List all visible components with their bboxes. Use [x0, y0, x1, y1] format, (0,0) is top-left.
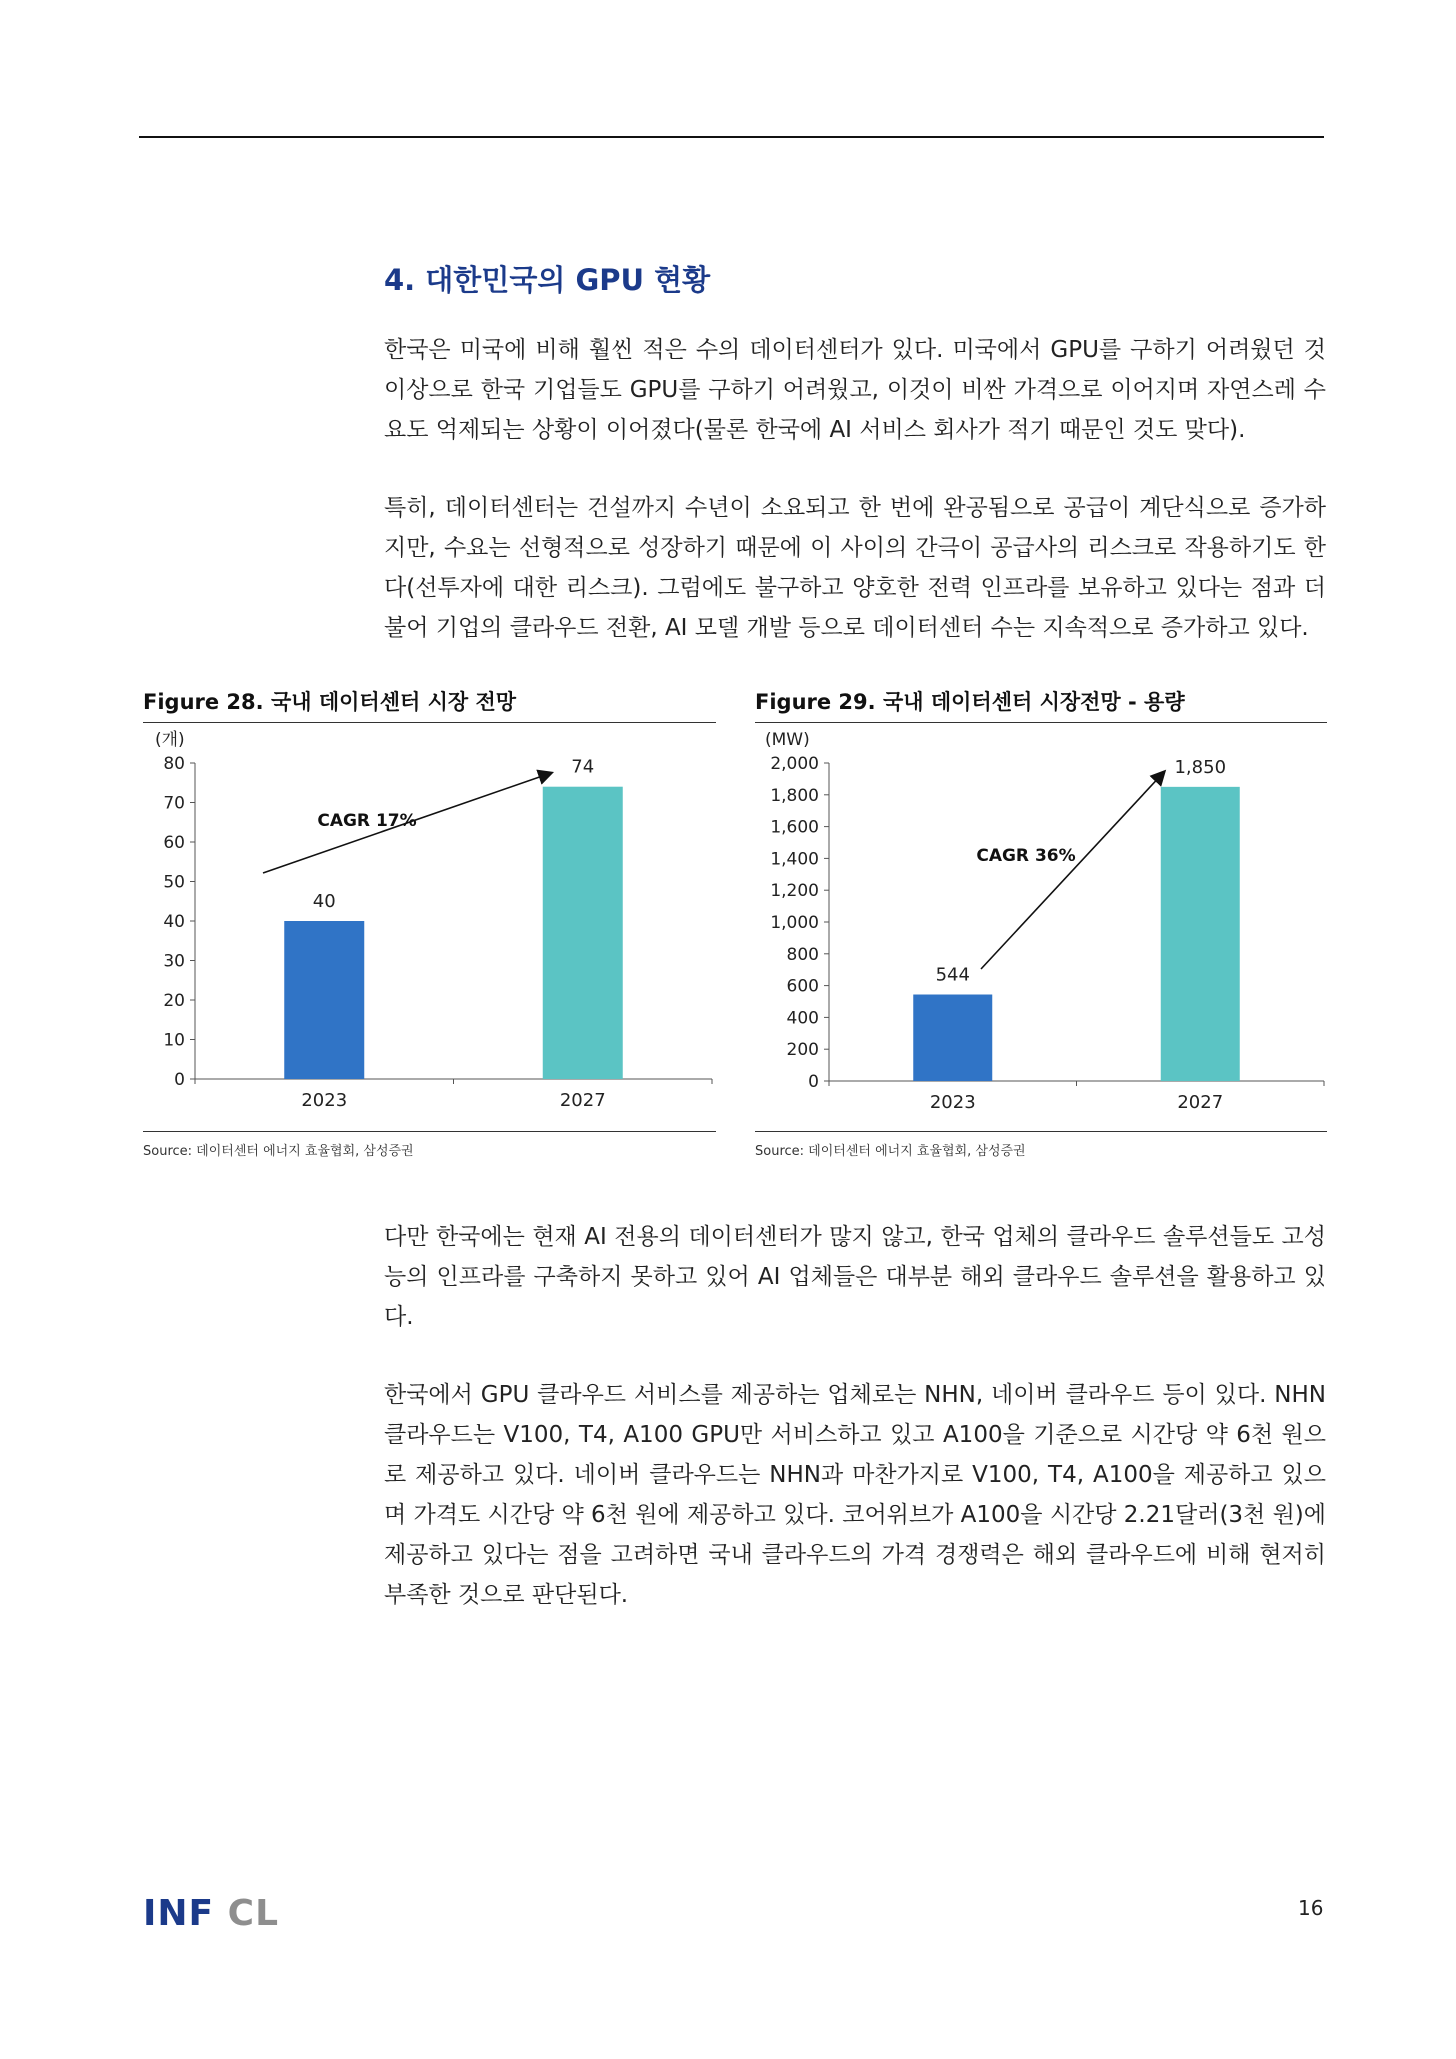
bar-2027	[543, 787, 623, 1079]
y-tick-label: 50	[163, 872, 185, 893]
x-tick-label: 2023	[929, 1092, 976, 1113]
figure-29-title: Figure 29. 국내 데이터센터 시장전망 - 용량	[755, 690, 1185, 714]
brand-logo	[143, 1893, 279, 1934]
y-tick-label: 2,000	[770, 754, 819, 774]
figure-28-chart	[143, 723, 716, 1131]
data-label-2027: 1,850	[1174, 756, 1227, 778]
chart-unit-label: (개)	[155, 730, 185, 750]
y-tick-label: 20	[163, 991, 185, 1011]
logo-part-2: CL	[227, 1893, 280, 1934]
figure-29-chart	[755, 723, 1327, 1131]
y-tick-label: 0	[174, 1070, 185, 1090]
figure-28	[143, 686, 716, 1159]
cagr-arrow	[981, 772, 1164, 969]
figure-29-source: Source: 데이터센터 에너지 효율협회, 삼성증권	[755, 1144, 1026, 1159]
y-tick-label: 800	[786, 944, 819, 965]
paragraph-4: 한국에서 GPU 클라우드 서비스를 제공하는 업체로는 NHN, 네이버 클라우드 등이 있다. NHN 클라우드는 V100, T4, A100 GPU만 서비스하고 있고 A100을 기준으로 시간당 약 6천 원으로 제공하고 있다. 네이버 클라우드는 NHN과 마찬가지로 V100, T4, A100을 제공하고 있으며 가격도 시간당 약 6천 원에 제공하고 있다. 코어위브가 A100을 시간당 2.21달러(3천 원)에 제공하고 있다는 점을 고려하면 국내 클라우드의 가격 경쟁력은 해외 클라우드에 비해 현저히 부족한 것으로 판단된다.	[384, 1382, 1326, 1608]
figure-28-title: Figure 28. 국내 데이터센터 시장 전망	[143, 690, 517, 714]
y-tick-label: 1,200	[770, 881, 819, 902]
y-tick-label: 1,800	[770, 785, 819, 806]
y-tick-label: 400	[786, 1008, 819, 1029]
figure-28-bottom-rule	[143, 1131, 716, 1132]
header-rule	[139, 136, 1324, 138]
cagr-annotation: CAGR 17%	[317, 811, 417, 831]
y-tick-label: 70	[163, 793, 185, 814]
data-label-2023: 544	[935, 964, 970, 986]
y-tick-label: 10	[163, 1030, 185, 1051]
paragraph-2: 특히, 데이터센터는 건설까지 수년이 소요되고 한 번에 완공됨으로 공급이 계단식으로 증가하지만, 수요는 선형적으로 성장하기 때문에 이 사이의 간극이 공급사의 리스크로 작용하기도 한다(선투자에 대한 리스크). 그럼에도 불구하고 양호한 전력 인프라를 보유하고 있다는 점과 더불어 기업의 클라우드 전환, AI 모델 개발 등으로 데이터센터 수는 지속적으로 증가하고 있다.	[384, 495, 1326, 641]
y-tick-label: 80	[163, 754, 185, 774]
paragraph-1: 한국은 미국에 비해 훨씬 적은 수의 데이터센터가 있다. 미국에서 GPU를 구하기 어려웠던 것 이상으로 한국 기업들도 GPU를 구하기 어려웠고, 이것이 비싼 가격으로 이어지며 자연스레 수요도 억제되는 상황이 이어졌다(물론 한국에 AI 서비스 회사가 적기 때문인 것도 맞다).	[384, 337, 1326, 443]
x-tick-label: 2023	[301, 1090, 348, 1111]
page-number: 16	[1298, 1896, 1324, 1920]
bar-2027	[1161, 787, 1240, 1081]
figure-29	[755, 686, 1327, 1159]
y-tick-label: 30	[163, 951, 185, 972]
x-tick-label: 2027	[559, 1090, 606, 1111]
bar-2023	[913, 995, 992, 1081]
y-tick-label: 600	[786, 976, 819, 997]
x-tick-label: 2027	[1177, 1092, 1224, 1113]
y-tick-label: 1,000	[770, 913, 819, 933]
y-tick-label: 0	[808, 1072, 819, 1092]
figure-28-source: Source: 데이터센터 에너지 효율협회, 삼성증권	[143, 1144, 414, 1159]
data-label-2023: 40	[312, 891, 336, 912]
y-tick-label: 60	[163, 833, 185, 853]
y-tick-label: 1,600	[770, 817, 819, 838]
section-heading: 4. 대한민국의 GPU 현황	[384, 263, 711, 297]
cagr-annotation: CAGR 36%	[976, 846, 1076, 866]
data-label-2027: 74	[571, 756, 595, 778]
bar-2023	[284, 921, 364, 1079]
y-tick-label: 1,400	[770, 849, 819, 870]
chart-unit-label: (MW)	[765, 730, 810, 750]
figure-29-bottom-rule	[755, 1131, 1327, 1132]
paragraph-3: 다만 한국에는 현재 AI 전용의 데이터센터가 많지 않고, 한국 업체의 클라우드 솔루션들도 고성능의 인프라를 구축하지 못하고 있어 AI 업체들은 대부분 해외 클라우드 솔루션을 활용하고 있다.	[384, 1224, 1326, 1330]
y-tick-label: 40	[163, 912, 185, 932]
logo-part-1: INF	[143, 1893, 215, 1934]
y-tick-label: 200	[786, 1040, 819, 1061]
